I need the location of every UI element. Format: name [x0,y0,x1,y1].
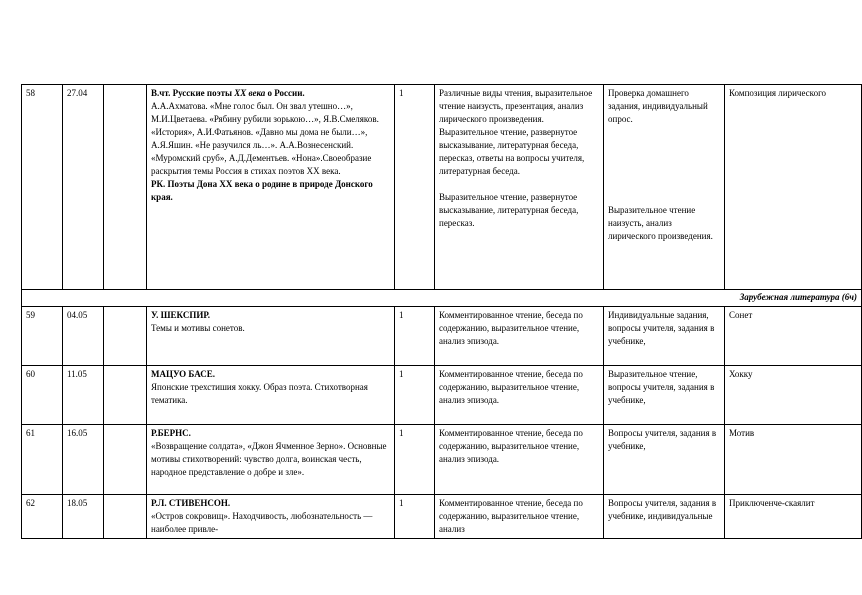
lesson-topic-title: В.чт. Русские поэты XX века о России. [151,88,305,98]
section-header-row [22,290,862,307]
lesson-number-cell: 60 [22,366,63,425]
table-row [22,307,862,366]
lesson-topic-cell [147,366,395,425]
lesson-topic-cell [147,495,395,539]
lesson-number-cell: 59 [22,307,63,366]
empty-cell [104,495,147,539]
concept-cell: Хокку [725,366,862,425]
activity-cell: Комментированное чтение, беседа по содержанию, выразительное чтение, анализ эпизода. [435,307,604,366]
control-cell: Вопросы учителя, задания в учебнике, индивидуальные [604,495,725,539]
control-text-secondary: Выразительное чтение наизусть, анализ лирического произведения. [608,205,713,241]
activity-cell: Комментированное чтение, беседа по содержанию, выразительное чтение, анализ [435,495,604,539]
lesson-date-cell: 27.04 [63,85,104,290]
lesson-topic-cell [147,85,395,290]
lesson-topic-body: «Возвращение солдата», «Джон Ячменное Зерно». Основные мотивы стихотворений: чувство долга, воинская честь, народное представление о добре и зле». [151,441,387,477]
lesson-topic-cell [147,307,395,366]
concept-cell: Мотив [725,425,862,495]
control-cell: Вопросы учителя, задания в учебнике, [604,425,725,495]
control-cell: Индивидуальные задания, вопросы учителя, задания в учебнике, [604,307,725,366]
activity-text-secondary: Выразительное чтение, развернутое высказывание, литературная беседа, пересказ. [439,192,579,228]
control-cell: Выразительное чтение, вопросы учителя, задания в учебнике, [604,366,725,425]
lesson-number-cell: 61 [22,425,63,495]
hours-cell: 1 [395,425,435,495]
lesson-date-cell: 11.05 [63,366,104,425]
lesson-topic-body: Японские трехстишия хокку. Образ поэта. Стихотворная тематика. [151,382,368,405]
activity-text: Различные виды чтения, выразительное чтение наизусть, презентация, анализ лирического произведения. Выразительное чтение, развернутое высказывание, литературная беседа, пересказ, ответы на вопросы учителя, литературная беседа. [439,88,593,176]
lesson-topic-body: А.А.Ахматова. «Мне голос был. Он звал утешно…», М.И.Цветаева. «Рябину рубили зорькою…», Я.В.Смеляков. «История», А.И.Фатьянов. «Давно мы дома не были…», А.Я.Яшин. «Не разучился ль…». А.А.Вознесенский. «Муромский сруб», А.Д.Дементьев. «Нона».Своеобразие раскрытия темы Россия в стихах поэтов XX века. [151,101,379,176]
hours-cell: 1 [395,495,435,539]
table-row [22,495,862,539]
section-title: Зарубежная литература (6ч) [22,290,862,307]
empty-cell [104,425,147,495]
lesson-topic-body: «Остров сокровищ». Находчивость, любознательность — наиболее привле- [151,511,373,534]
hours-cell: 1 [395,307,435,366]
table-row [22,366,862,425]
lesson-topic-title: МАЦУО БАСЕ. [151,369,216,379]
lesson-date-cell: 16.05 [63,425,104,495]
empty-cell [104,307,147,366]
activity-cell [435,85,604,290]
lesson-topic-title: Р.Л. СТИВЕНСОН. [151,498,231,508]
table-row [22,85,862,290]
activity-cell: Комментированное чтение, беседа по содержанию, выразительное чтение, анализ эпизода. [435,425,604,495]
lesson-number-cell: 58 [22,85,63,290]
concept-cell: Сонет [725,307,862,366]
concept-cell: Композиция лирического [725,85,862,290]
control-text: Проверка домашнего задания, индивидуальный опрос. [608,88,708,124]
empty-cell [104,85,147,290]
lesson-date-cell: 04.05 [63,307,104,366]
table-row [22,425,862,495]
lesson-topic-title: Р.БЕРНС. [151,428,191,438]
concept-cell: Приключенче-скаялит [725,495,862,539]
regional-component-note: РК. Поэты Дона XX века о родине в природе Донского края. [151,179,373,202]
activity-cell: Комментированное чтение, беседа по содержанию, выразительное чтение, анализ эпизода. [435,366,604,425]
control-cell [604,85,725,290]
lesson-date-cell: 18.05 [63,495,104,539]
lesson-topic-title: У. ШЕКСПИР. [151,310,210,320]
lesson-topic-body: Темы и мотивы сонетов. [151,323,245,333]
lesson-plan-table [21,84,862,539]
lesson-number-cell: 62 [22,495,63,539]
hours-cell: 1 [395,85,435,290]
empty-cell [104,366,147,425]
lesson-topic-cell [147,425,395,495]
hours-cell: 1 [395,366,435,425]
